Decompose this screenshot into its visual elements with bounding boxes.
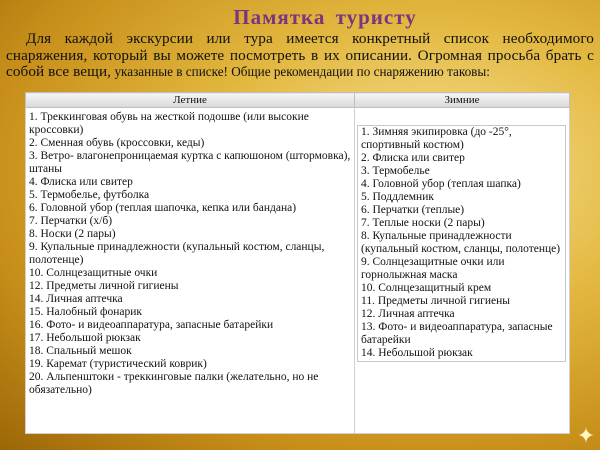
list-item: 1. Треккинговая обувь на жесткой подошве (или высокие кроссовки) [29, 111, 309, 136]
list-item: 9. Солнцезащитные очки или горнолыжная маска [361, 256, 505, 281]
list-item: 10. Солнцезащитные очки [29, 267, 158, 279]
list-item: 15. Налобный фонарик [29, 306, 142, 318]
intro-paragraph [6, 31, 594, 81]
winter-cell [355, 108, 570, 434]
list-item: 19. Каремат (туристический коврик) [29, 358, 207, 370]
header-summer: Летние [26, 93, 355, 108]
list-item: 14. Небольшой рюкзак [361, 347, 473, 359]
list-item: 10. Солнцезащитный крем [361, 282, 492, 294]
list-item: 2. Флиска или свитер [361, 152, 465, 164]
winter-list [361, 126, 562, 360]
table-header-row [26, 93, 570, 108]
list-item: 12. Личная аптечка [361, 308, 455, 320]
intro-lead: Для каждой экскурсии или тура имеется конкретный список необходимого снаряжения, который вы можете посмотреть в их описании. Огромная просьба брать с собой все вещи, [6, 30, 594, 80]
list-item: 5. Поддлемник [361, 191, 434, 203]
list-item: 18. Спальный мешок [29, 345, 132, 357]
list-item: 2. Сменная обувь (кроссовки, кеды) [29, 137, 205, 149]
equipment-table [25, 92, 570, 434]
list-item: 6. Головной убор (теплая шапочка, кепка или бандана) [29, 202, 297, 214]
list-item: 6. Перчатки (теплые) [361, 204, 465, 216]
summer-list [29, 111, 351, 397]
list-item: 8. Купальные принадлежности (купальный костюм, сланцы, полотенце) [361, 230, 561, 255]
list-item: 1. Зимняя экипировка (до -25°, спортивный костюм) [361, 126, 512, 151]
list-item: 14. Личная аптечка [29, 293, 123, 305]
list-item: 20. Альпенштоки - треккинговые палки (желательно, но не обязательно) [29, 371, 319, 396]
list-item: 9. Купальные принадлежности (купальный костюм, сланцы, полотенце) [29, 241, 325, 266]
sparkle-icon: ✦ [576, 423, 596, 448]
list-item: 7. Теплые носки (2 пары) [361, 217, 485, 229]
page-title: Памятка туристу [233, 5, 417, 29]
list-item: 5. Термобелье, футболка [29, 189, 150, 201]
list-item: 4. Головной убор (теплая шапка) [361, 178, 521, 190]
list-item: 3. Термобелье [361, 165, 430, 177]
list-item: 16. Фото- и видеоаппаратура, запасные батарейки [29, 319, 274, 331]
list-item: 4. Флиска или свитер [29, 176, 133, 188]
winter-box [357, 125, 566, 362]
table-body-row [26, 108, 570, 434]
list-item: 7. Перчатки (х/б) [29, 215, 113, 227]
summer-cell [26, 108, 355, 434]
intro-tail: указанные в списке! Общие рекомендации по снаряжению таковы: [114, 64, 490, 79]
list-item: 11. Предметы личной гигиены [361, 295, 511, 307]
list-item: 17. Небольшой рюкзак [29, 332, 141, 344]
list-item: 8. Носки (2 пары) [29, 228, 116, 240]
header-winter: Зимние [355, 93, 570, 108]
list-item: 13. Фото- и видеоаппаратура, запасные батарейки [361, 321, 553, 346]
list-item: 3. Ветро- влагонепроницаемая куртка с капюшоном (штормовка), штаны [29, 150, 351, 175]
list-item: 12. Предметы личной гигиены [29, 280, 179, 292]
